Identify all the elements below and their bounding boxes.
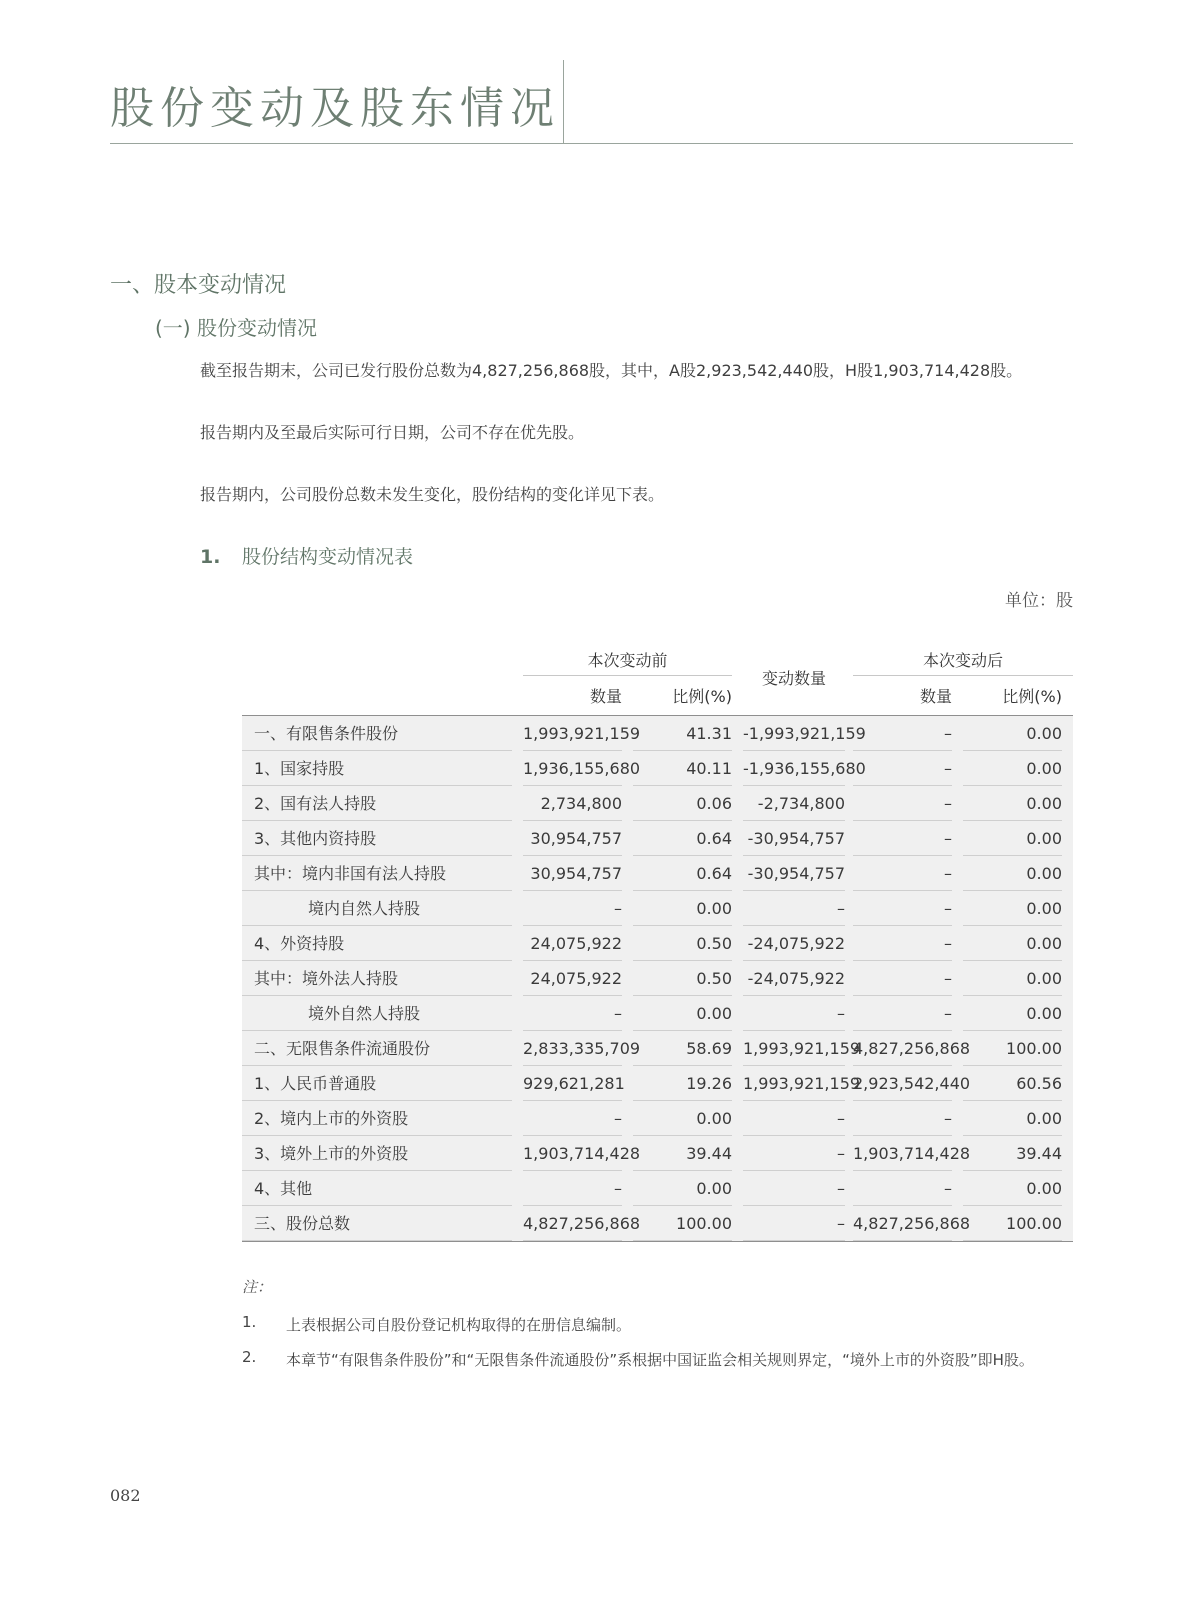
cell-before-pct: 39.44 (633, 1136, 732, 1171)
header-after-group: 本次变动后 (922, 651, 1003, 670)
cell-before-pct: 0.50 (633, 926, 732, 961)
table-header (242, 640, 1073, 716)
cell-after-pct: 0.00 (963, 1171, 1062, 1206)
cell-after-qty: – (853, 961, 952, 996)
row-label: 1、人民币普通股 (242, 1066, 512, 1101)
cell-before-qty: 2,734,800 (523, 786, 622, 821)
note-number: 1. (242, 1313, 257, 1331)
cell-after-qty: – (853, 821, 952, 856)
row-label: 3、其他内资持股 (242, 821, 512, 856)
cell-change: – (743, 891, 845, 926)
cell-change: – (743, 1136, 845, 1171)
cell-before-qty: 1,993,921,159 (523, 716, 622, 751)
row-label: 二、无限售条件流通股份 (242, 1031, 512, 1066)
cell-before-pct: 58.69 (633, 1031, 732, 1066)
title-divider-vertical (563, 60, 564, 144)
cell-after-pct: 0.00 (963, 891, 1062, 926)
cell-before-qty: – (523, 1101, 622, 1136)
cell-after-pct: 0.00 (963, 926, 1062, 961)
row-label: 2、境内上市的外资股 (242, 1101, 512, 1136)
cell-before-qty: 30,954,757 (523, 856, 622, 891)
page-number: 082 (110, 1486, 141, 1505)
table-row (242, 1066, 1073, 1101)
cell-after-qty: – (853, 891, 952, 926)
cell-after-qty: – (853, 856, 952, 891)
row-label: 境外自然人持股 (242, 996, 512, 1031)
cell-before-pct: 40.11 (633, 751, 732, 786)
cell-after-pct: 0.00 (963, 1101, 1062, 1136)
cell-change: 1,993,921,159 (743, 1031, 845, 1066)
cell-after-pct: 0.00 (963, 856, 1062, 891)
table-row (242, 821, 1073, 856)
cell-after-pct: 0.00 (963, 996, 1062, 1031)
table-heading-number: 1. (200, 546, 221, 568)
table-row (242, 1101, 1073, 1136)
cell-before-qty: 4,827,256,868 (523, 1206, 622, 1241)
header-after-pct: 比例(%) (1002, 687, 1062, 706)
cell-after-qty: 4,827,256,868 (853, 1206, 952, 1241)
cell-before-pct: 0.64 (633, 821, 732, 856)
cell-before-qty: 1,903,714,428 (523, 1136, 622, 1171)
row-label: 境内自然人持股 (242, 891, 512, 926)
cell-before-pct: 41.31 (633, 716, 732, 751)
row-label: 1、国家持股 (242, 751, 512, 786)
cell-after-qty: – (853, 751, 952, 786)
table-row (242, 856, 1073, 891)
cell-change: -24,075,922 (743, 961, 845, 996)
paragraph-share-total: 截至报告期末，公司已发行股份总数为4,827,256,868股，其中，A股2,923,542,440股，H股1,903,714,428股。 (200, 361, 1023, 380)
table-row (242, 1031, 1073, 1066)
cell-change: – (743, 996, 845, 1031)
cell-after-pct: 0.00 (963, 751, 1062, 786)
cell-change: – (743, 1206, 845, 1241)
table-bottom-rule (242, 1241, 1073, 1242)
note-text: 本章节“有限售条件股份”和“无限售条件流通股份”系根据中国证监会相关规则界定，“境外上市的外资股”即H股。 (286, 1351, 1034, 1369)
table-row (242, 891, 1073, 926)
note-text: 上表根据公司自股份登记机构取得的在册信息编制。 (286, 1316, 632, 1334)
note-number: 2. (242, 1348, 257, 1366)
notes-label: 注： (242, 1278, 273, 1296)
subsection-heading: (一) 股份变动情况 (155, 316, 317, 340)
table-row (242, 1206, 1073, 1241)
table-heading-text: 股份结构变动情况表 (242, 546, 414, 568)
table-row (242, 961, 1073, 996)
cell-change: – (743, 1101, 845, 1136)
cell-change: -30,954,757 (743, 856, 845, 891)
cell-before-pct: 0.50 (633, 961, 732, 996)
cell-before-pct: 0.00 (633, 1101, 732, 1136)
row-label: 2、国有法人持股 (242, 786, 512, 821)
paragraph-structure-change: 报告期内，公司股份总数未发生变化，股份结构的变化详见下表。 (200, 485, 665, 504)
row-label: 4、外资持股 (242, 926, 512, 961)
cell-before-pct: 0.00 (633, 891, 732, 926)
header-before-group: 本次变动前 (587, 651, 668, 670)
cell-after-qty: – (853, 1101, 952, 1136)
cell-after-pct: 0.00 (963, 716, 1062, 751)
header-before-rule (523, 675, 732, 676)
cell-before-pct: 0.00 (633, 1171, 732, 1206)
note-item (242, 1348, 1076, 1400)
cell-after-qty: 4,827,256,868 (853, 1031, 952, 1066)
cell-after-pct: 100.00 (963, 1206, 1062, 1241)
cell-before-pct: 0.06 (633, 786, 732, 821)
cell-before-qty: 30,954,757 (523, 821, 622, 856)
cell-after-qty: – (853, 926, 952, 961)
header-after-rule (853, 675, 1073, 676)
table-heading (200, 542, 413, 569)
share-structure-table (242, 640, 1073, 1242)
table-row (242, 751, 1073, 786)
cell-after-qty: – (853, 786, 952, 821)
cell-after-qty: 2,923,542,440 (853, 1066, 952, 1101)
paragraph-preferred-shares: 报告期内及至最后实际可行日期，公司不存在优先股。 (200, 423, 585, 442)
row-label: 三、股份总数 (242, 1206, 512, 1241)
title-divider-horizontal (110, 143, 1073, 144)
header-before-qty: 数量 (589, 687, 622, 706)
cell-before-qty: 929,621,281 (523, 1066, 622, 1101)
cell-before-pct: 0.64 (633, 856, 732, 891)
row-label: 其中：境内非国有法人持股 (242, 856, 512, 891)
header-change: 变动数量 (761, 669, 826, 688)
row-label: 其中：境外法人持股 (242, 961, 512, 996)
cell-before-qty: – (523, 891, 622, 926)
table-row (242, 1171, 1073, 1206)
cell-after-pct: 100.00 (963, 1031, 1062, 1066)
cell-change: – (743, 1171, 845, 1206)
table-row (242, 1136, 1073, 1171)
cell-before-pct: 0.00 (633, 996, 732, 1031)
cell-change: 1,993,921,159 (743, 1066, 845, 1101)
cell-after-qty: – (853, 996, 952, 1031)
cell-before-qty: 2,833,335,709 (523, 1031, 622, 1066)
cell-change: -1,993,921,159 (743, 716, 845, 751)
page-title: 股份变动及股东情况 (110, 83, 560, 134)
table-body (242, 716, 1073, 1241)
cell-change: -30,954,757 (743, 821, 845, 856)
header-before-pct: 比例(%) (672, 687, 732, 706)
cell-after-qty: 1,903,714,428 (853, 1136, 952, 1171)
cell-after-qty: – (853, 1171, 952, 1206)
cell-after-pct: 0.00 (963, 821, 1062, 856)
header-after-qty: 数量 (919, 687, 952, 706)
cell-after-pct: 0.00 (963, 961, 1062, 996)
row-label: 一、有限售条件股份 (242, 716, 512, 751)
cell-after-pct: 0.00 (963, 786, 1062, 821)
row-label: 4、其他 (242, 1171, 512, 1206)
table-row (242, 786, 1073, 821)
cell-before-pct: 100.00 (633, 1206, 732, 1241)
cell-before-qty: 1,936,155,680 (523, 751, 622, 786)
table-row (242, 996, 1073, 1031)
cell-before-qty: – (523, 996, 622, 1031)
cell-after-pct: 39.44 (963, 1136, 1062, 1171)
cell-before-pct: 19.26 (633, 1066, 732, 1101)
note-item (242, 1313, 1076, 1341)
cell-after-pct: 60.56 (963, 1066, 1062, 1101)
table-row (242, 926, 1073, 961)
cell-before-qty: – (523, 1171, 622, 1206)
cell-change: -1,936,155,680 (743, 751, 845, 786)
cell-before-qty: 24,075,922 (523, 926, 622, 961)
table-row (242, 716, 1073, 751)
row-label: 3、境外上市的外资股 (242, 1136, 512, 1171)
cell-change: -24,075,922 (743, 926, 845, 961)
cell-change: -2,734,800 (743, 786, 845, 821)
cell-before-qty: 24,075,922 (523, 961, 622, 996)
section-heading: 一、股本变动情况 (110, 273, 287, 298)
unit-label: 单位：股 (1005, 591, 1073, 611)
cell-after-qty: – (853, 716, 952, 751)
